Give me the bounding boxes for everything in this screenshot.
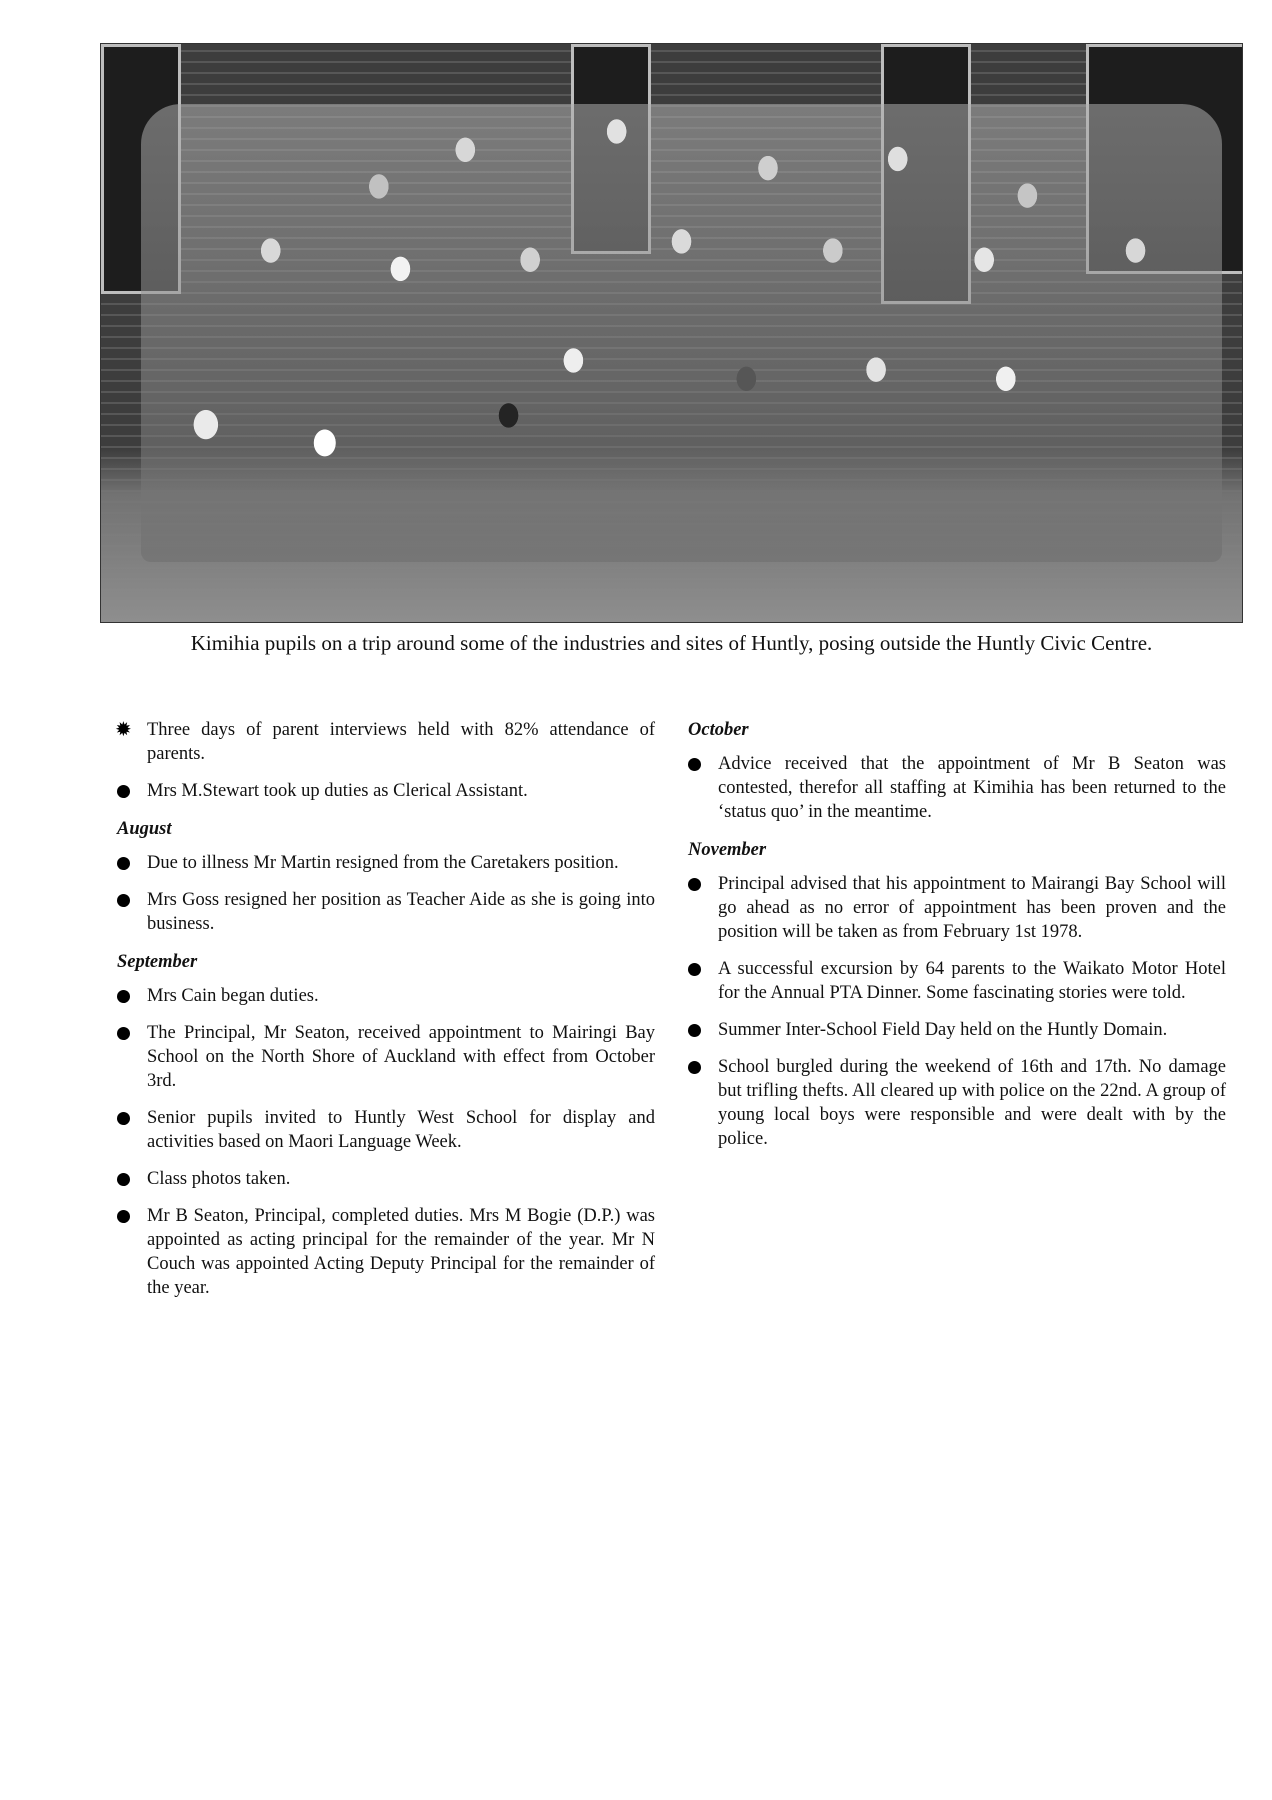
bullet-dot-icon — [117, 1210, 130, 1223]
bullet-dot-icon — [688, 878, 701, 891]
bullet-dot-icon — [688, 1024, 701, 1037]
bullet-dot-icon — [688, 1061, 701, 1074]
right-column — [688, 718, 1226, 1164]
item-text: Class photos taken. — [147, 1169, 291, 1189]
item-text: Summer Inter-School Field Day held on the Huntly Domain. — [718, 1020, 1168, 1040]
bullet-dot-icon — [117, 857, 130, 870]
bullet-dot-icon — [117, 1112, 130, 1125]
item-text: The Principal, Mr Seaton, received appointment to Mairingi Bay School on the North Shore of Auckland with effect from October 3rd. — [147, 1023, 655, 1091]
bullet-dot-icon — [688, 758, 701, 771]
list-item — [688, 1055, 1226, 1151]
list-item — [117, 779, 655, 803]
list-item — [117, 1167, 655, 1191]
item-text: School burgled during the weekend of 16th and 17th. No damage but trifling thefts. All cleared up with police on the 22nd. A group of young local boys were responsible and were dealt with by the police. — [718, 1057, 1226, 1149]
item-text: Due to illness Mr Martin resigned from the Caretakers position. — [147, 853, 619, 873]
month-heading-august: August — [117, 819, 172, 839]
month-heading-november: November — [688, 840, 767, 860]
month-heading-october: October — [688, 720, 749, 740]
item-text: A successful excursion by 64 parents to the Waikato Motor Hotel for the Annual PTA Dinner. Some fascinating stories were told. — [718, 959, 1226, 1003]
list-item — [688, 872, 1226, 944]
month-heading-september: September — [117, 952, 198, 972]
bullet-dot-icon — [117, 990, 130, 1003]
list-item — [117, 888, 655, 936]
item-text: Advice received that the appointment of Mr B Seaton was contested, therefor all staffing at Kimihia has been returned to the ‘status quo’ in the meantime. — [718, 754, 1226, 822]
photo-group-of-pupils — [141, 104, 1222, 562]
bullet-dot-icon — [117, 894, 130, 907]
item-text: Principal advised that his appointment to Mairangi Bay School will go ahead as no error of appointment has been proven and the position will be taken as from February 1st 1978. — [718, 874, 1226, 942]
list-item — [117, 1021, 655, 1093]
list-item — [117, 1204, 655, 1300]
item-text: Three days of parent interviews held with 82% attendance of parents. — [147, 720, 655, 764]
item-text: Mr B Seaton, Principal, completed duties. Mrs M Bogie (D.P.) was appointed as acting principal for the remainder of the year. Mr N Couch was appointed Acting Deputy Principal for the remainder of the year. — [147, 1206, 655, 1298]
list-item — [688, 1018, 1226, 1042]
group-photo — [100, 43, 1243, 623]
list-item — [117, 1106, 655, 1154]
bullet-dot-icon — [688, 963, 701, 976]
item-text: Mrs M.Stewart took up duties as Clerical Assistant. — [147, 781, 528, 801]
bullet-dot-icon — [117, 785, 130, 798]
list-item — [688, 957, 1226, 1005]
bullet-dot-icon — [117, 1027, 130, 1040]
list-item — [117, 718, 655, 766]
item-text: Mrs Goss resigned her position as Teacher Aide as she is going into business. — [147, 890, 655, 934]
list-item — [117, 851, 655, 875]
bullet-dot-icon — [117, 1173, 130, 1186]
item-text: Mrs Cain began duties. — [147, 986, 319, 1006]
item-text: Senior pupils invited to Huntly West School for display and activities based on Maori Language Week. — [147, 1108, 655, 1152]
photo-caption: Kimihia pupils on a trip around some of the industries and sites of Huntly, posing outside the Huntly Civic Centre. — [190, 631, 1153, 655]
list-item — [117, 984, 655, 1008]
starburst-bullet-icon: ✹ — [115, 719, 132, 741]
list-item — [688, 752, 1226, 824]
left-column — [117, 718, 655, 1313]
